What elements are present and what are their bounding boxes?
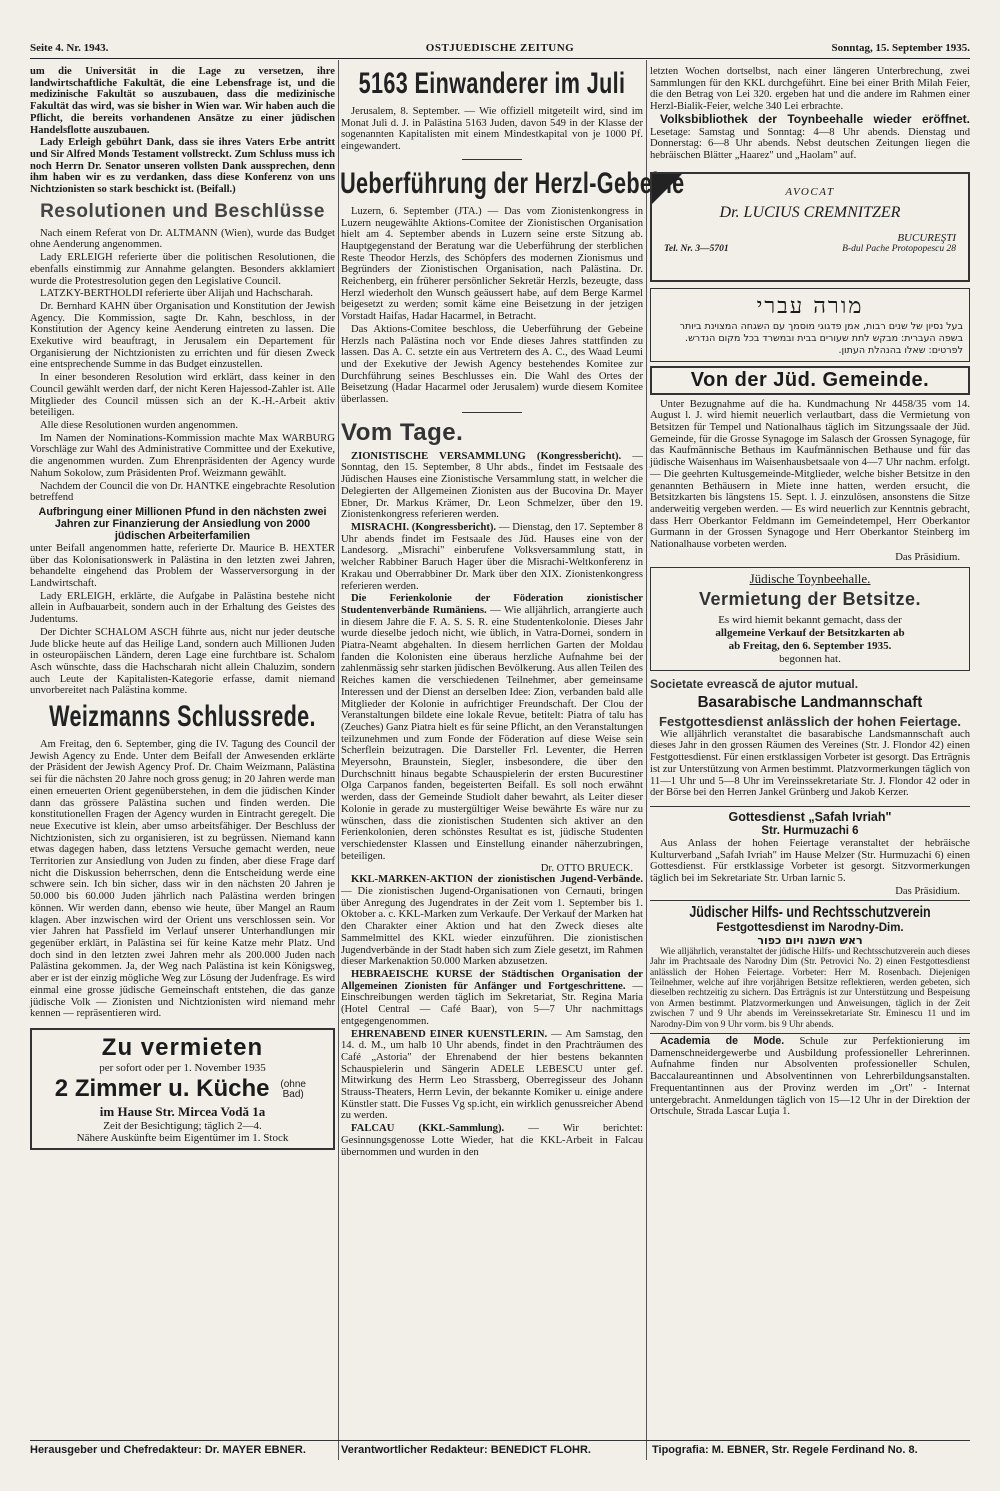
hebrew-teacher-title: מורה עברי	[756, 293, 864, 319]
ad-address: im Hause Str. Mircea Vodă 1a	[99, 1103, 266, 1119]
news-item	[341, 969, 643, 1028]
news-item-title: FALCAU (KKL-Sammlung).	[351, 1123, 505, 1135]
article-paragraph: Der Dichter SCHALOM ASCH führte aus, nicht nur jeder deutsche Jude blicke heute auf das Heilige Land, sondern auch Millionen Juden in osteuropäischen Ländern, deren Lage eine furchtbare ist. Schalom Asch wünschte, dass die Hachscharah nicht allein Chaluzim, sondern auch Leute der Kapitalisten-Kategorie erfasse, damit niemand unvorbereitet nach Palästina komme.	[30, 626, 335, 697]
article-paragraph: Unter Bezugnahme auf die ha. Kundmachung Nr 4458/35 vom 14. August l. J. wird hiemit neuerlich verlautbart, dass die Vermietung von Betsitzen für Tempel und Nationalhaus täglich im Sitzungssaale der Jüd. Gemeinde, für die Grosse Synagoge im Salasch der Grossen Synagoge, für das Kaufmännische Bethaus im Kaufmännischen Bethause und für das jüdische Waisenhaus im Waisenhausbetsaale von 4—7 Uhr nachm. erfolgt. — Die geehrten Kultusgemeinde-Mitglieder, welche bisher Betsitze in den genannten Bethäusern in Miete inne hatten, werden ersucht, die Betsitzkarten bis längstens 15. Sept. l. J. einzulösen, ansonstens die Sitze anderweitig vergeben werden. — Es wird neuerlich zur Kenntnis gebracht, dass Herr Oberkantor Feldmann im Gemeindetempel, Herr Oberkantor Gurmann in der Grossen Synagoge und Herr Oberkantor Steinberg im Nationalhause vorbeten werden.	[650, 398, 970, 551]
footer-rule	[30, 1440, 970, 1441]
gottesdienst-address: Str. Hurmuzachi 6	[761, 824, 859, 837]
article-paragraph: letzten Wochen dortselbst, nach einer längeren Unterbrechung, zwei Sammlungen für den KKL durchgeführt. Eine bei einer Brith Milah Feier, die den Betrag von Lei 320. ergeben hat und die andere im Rahmen einer Herzl-Bialik-Feier, welche 340 Lei erbrachte.	[650, 66, 970, 113]
ad-street: B-dul Pache Protopopescu 28	[842, 243, 956, 254]
ad-city: BUCUREŞTI	[897, 231, 956, 244]
article-paragraph: Jerusalem, 8. September. — Wie offiziell mitgeteilt wird, sind im Monat Juli d. J. in Palästina 5163 Juden, davon 549 in der Klasse der sogenannten Kapitalisten mit einem Mindestkapital von je 1000 Pf. eingewandert.	[341, 106, 643, 153]
column-rule-2	[646, 60, 647, 1460]
signature: Das Präsidium.	[895, 885, 960, 897]
headline-einwanderer: 5163 Einwanderer im Juli	[358, 67, 626, 100]
ad-rooms	[36, 1074, 329, 1104]
news-item-title: Die Ferienkolonie der Föderation zionistischer Studentenverbände Rumäniens.	[341, 593, 643, 616]
news-item	[341, 874, 643, 968]
ad-line: allgemeine Verkauf der Betsitzkarten ab	[715, 626, 905, 639]
ad-availability: per sofort oder per 1. November 1935	[99, 1061, 266, 1074]
article-paragraph: Lady ERLEIGH referierte über die politischen Resolutionen, die ebenfalls einstimmig zur Annahme gelangten. Besonders akklamiert wurde die Protestresolution gegen den Legislative Council.	[30, 252, 335, 287]
news-item	[650, 111, 970, 162]
article-paragraph: Nach einem Referat von Dr. ALTMANN (Wien), wurde das Budget ohne Aenderung angenommen.	[30, 227, 335, 251]
article-paragraph: Lady ERLEIGH, erklärte, die Aufgabe in Palästina bestehe nicht allein in Aufbauarbeit, sondern auch in der Erhaltung des Geistes des Judentums.	[30, 590, 335, 626]
article-paragraph: Dr. Bernhard KAHN über Organisation und Konstitution der Jewish Agency. Die Kommission, sagte Dr. Kahn, beschloss, in der Konstitution der Agency keine Aenderung eintreten zu lassen. Die Exekutive wird beauftragt, in Jerusalem ein Departement für Organisierung der Nichtzionisten zu errichten und für diesen Zweck eine entsprechende Summe in das Budget einzustellen.	[30, 300, 335, 371]
signature: Das Präsidium.	[895, 551, 960, 563]
article-paragraph: Am Freitag, den 6. September, ging die IV. Tagung des Council der Jewish Agency zu Ende. Unter dem Beifall der Anwesenden erklärte der Präsident der Jewish Agency Prof. Dr. Chaim Weizmann, Palästina sei für die nächsten 20 Jahre noch gross genug; in 20 Jahren werde man einen erneuerten Orient gegenüberstehen, in dem die jüdischen Kinder dann das grössere Palästina suchen und finden werden. Die konstitutionellen Fragen der Agency wurden in Eintracht geregelt. Die neue Executive ist klein, aber umso arbeitsfähiger. Der Beschluss der Nichtzionisten, sich zu organisieren, ist zu begrüssen. Niemand kann etwas dagegen haben, dass letztens Versuche gemacht werden, neue Territorien zur Ansiedlung von Juden zu finden, aber diese Frage darf nicht die Diskussion beherrschen, denn die Entscheidung werde eine schwere sein. Ich bin sicher, dass wir in den nächsten 20 Jahren je 50.000 bis 60.000 Juden jährlich nach Palästina werden bringen können. Wir werden dann, ebenso wie heute, über Mangel an Raum klagen. Aber inzwischen wird der Orient uns verschlossen sein. Vor vier Jahren hat Passfield im Verlauf unserer Unterhandlungen mir gegenüber erklärt, in Palästina sei für keine Katze mehr Platz. Und doch sind in den letzten zwei Jahren mehr als 200.000 Juden nach Palästina gekommen. Ja, der Weg nach Palästina ist kein Königsweg, aber er ist der einzig mögliche Weg zur Lösung der Judenfrage. Es wird einmal eine grosse jüdische Gemeinschaft entstehen, die das ganze jüdische Volk — Zionisten und Nichtzionisten wird niemand mehr kennen — repräsentieren wird.	[30, 739, 335, 1020]
ad-contact: Nähere Auskünfte beim Eigentümer im 1. Stock	[76, 1131, 289, 1144]
news-item-text: — Wie alljährlich, arrangierte auch in diesem Jahre die F. A. S. S. R. eine Studentenkolonie. Dieses Jahr wurde dieselbe jedoch nicht, wie üblich, in Vatra-Dornei, sondern in Piatra-Neamt abgehalten. In diesem herrlichen Garten der Moldau fanden die Kolonisten eine überaus herzliche Aufnahme bei der zahlenmässig sehr starken jüdischen Bevölkerung. Aus allen Teilen des Reiches kamen die verschiedenen Teilnehmer, aber gemeinsame Interessen und der Dienst an derselben Idee: Zion, verbanden bald alle Mitglieder der Kolonie in aufrichtiger Freundschaft. Der Clou der Veranstaltungen bildete eine lokale Revue, betitelt: Piatra of talu has (Zeuches) Ganz Piatra hielt es für seine Pflicht, an den Veranstaltungen teilzunehmen und zum Fonde der Föderation auf diese Weise sein Scherflein beizutragen. Die Darsteller Frl. Leventer, die Herren Meyersohn, Braunstein, Siegler, insbesondere, die über den Durchschnitt hinaus begabte Schauspielerin der ersten Bucurestiner Olga Carpanos fanden, begeisterten Beifall. Es soll noch erwähnt werden, dass der Gemeinde Studiolt daher bewahrt, als Leiter dieser Kolonie in gerade zu mustergültiger Weise bewährte Es wäre nur zu wünschen, dass die zionistischen Studenten sich aktiver an den Ferienkolonien, deren schönstes Resultat es ist, jüdische Studenten verschiedenster Klassen und Einstellung einander näherzubringen, beteiligen.	[341, 604, 644, 862]
headline-juedische-gemeinde: Von der Jüd. Gemeinde.	[650, 366, 970, 395]
footer-publisher: Herausgeber und Chefredakteur: Dr. MAYER EBNER.	[30, 1444, 306, 1456]
ad-line: begonnen hat.	[779, 652, 841, 665]
hebrew-teacher-text: בעל נסיון של שנים רבות, אמן פדגוגי מוסמך עם השגחה המצוינת ביותר בשפה העברית: מבקש לתת שעורים בבית ובמשרד בכל מקום הנדרש. לפרטים: שאלו בהנהלת העתון.	[679, 320, 963, 356]
hebrew-teacher-advertisement	[650, 288, 970, 362]
issue-date: Sonntag, 15. September 1935.	[831, 42, 970, 54]
hilfsverein-hebrew-title: ראש השנה ויום כפור	[757, 933, 863, 947]
rent-advertisement	[30, 1028, 335, 1150]
column-1	[30, 66, 335, 1436]
column-3	[650, 66, 970, 1446]
footer-editor: Verantwortlicher Redakteur: BENEDICT FLOHR.	[341, 1444, 591, 1456]
footer-printer: Tipografia: M. EBNER, Str. Regele Ferdinand No. 8.	[652, 1444, 918, 1456]
header-rule	[30, 58, 970, 59]
article-paragraph: um die Universität in die Lage zu versetzen, ihre landwirtschaftliche Fakultät, die eine Lebensfrage ist, und die medizinische Fakultät so auszubauen, dass die medizinische Fakultät das wird, was sie bisher in Wien war. Wir haben auch die Pflicht, die bereits vorhandenen Ansätze zu einer jüdischen Handelsflotte auszubauen.	[30, 66, 335, 136]
page-number: Seite 4. Nr. 1943.	[30, 42, 109, 54]
news-item-text: — Am Samstag, den 14. d. M., um halb 10 Uhr abends, findet in den Prachträumen des Café „Astoria" der Ehrenabend der hier bestens bekannten Schauspielerin und Sängerin ADELE LEBESCU unter gef. Mitwirkung des Herrn Leo Strassberg, Oberregisseur des Johann Strauss-Theaters, Herrn Levin, der bekannte Komiker u. einige andere Künstler statt. Die Fusses Vg sp.icht, ein wirklich genussreicher Abend zu werden.	[341, 1028, 643, 1122]
ad-phone: Tel. Nr. 3—5701	[664, 243, 729, 254]
toynbeehalle-title: Jüdische Toynbeehalle.	[749, 570, 871, 586]
headline-vom-tage: Vom Tage.	[341, 418, 464, 446]
news-item-title: EHRENABEND EINER KUENSTLERIN.	[351, 1028, 548, 1040]
society-name: Societate evreascǎ de ajutor mutual.	[650, 676, 859, 691]
corner-ornament	[652, 174, 682, 204]
news-item-text: — Einschreibungen werden täglich im Sekretariat, Str. Regina Maria (Hotel Central — Café Baar), von 5—7 Uhr nachmittags entgegengenommen.	[341, 980, 644, 1027]
article-paragraph: Alle diese Resolutionen wurden angenommen.	[40, 419, 238, 431]
ad-line: ab Freitag, den 6. September 1935.	[728, 639, 892, 652]
headline-herzl-gebeine: Ueberführung der Herzl-Gebeine	[340, 166, 685, 200]
ad-contact-line	[664, 244, 956, 254]
article-paragraph: Aus Anlass der hohen Feiertage veranstaltet der hebräische Kulturverband „Safah Ivriah" im Hause Melzer (Str. Hurmuzachi 6) einen Gottesdienst. Für erstklassige Vorbeter ist gesorgt. Sitzvormerkungen täglich bei im Sekretariate Str. Urban Iarnic 5.	[650, 837, 970, 885]
article-paragraph: unter Beifall angenommen hatte, referierte Dr. Maurice B. HEXTER über das Kolonisationswerk in Palästina in den letzten zwei Jahren, behandelte eingehend das Problem der Wasserversorgung in der Landwirtschaft.	[30, 542, 335, 590]
lawyer-advertisement	[650, 172, 970, 282]
hilfsverein-subtitle: Festgottesdienst im Narodny-Dim.	[716, 921, 904, 934]
news-item	[341, 1029, 643, 1123]
article-paragraph: Wie alljährlich veranstaltet die basarabische Landsmannschaft auch dieses Jahr in den grossen Räumen des Vereines (Str. J. Flondor 42) einen Festgottesdienst. Für einen erstklassigen Vorbeter ist gesorgt. Das Erträgnis ist zur Unterstützung von Armen bestimmt. Platzvormerkungen täglich von 11—1 Uhr und 5—8 Uhr im Vereinssekretariate Str. J. Flondor 42 oder in der Börse bei den Herren Jankel Grünberg und Jakob Kerzer.	[650, 728, 970, 799]
article-paragraph: Luzern, 6. September (JTA.) — Das vom Zionistenkongress in Luzern neugewählte Aktions-Comitee der Zionistischen Organisation hielt am 4. September abends in Luzern seine erste Sitzung ab. Hauptgegenstand der Beratung war die Ueberführung der sterblichen Reste Theodor Herzls, des Schöpfers des modernen Zionismus und Begründers der Zionistischen Organisation, nach Palästina. Dr. Reichenberg, ein früherer persönlicher Sekretär Herzls, bezeugte, dass Herzl wiederholt den Wunsch geäussert habe, auf dem Berge Karmel beigesetzt zu werden; somit käme eine Beisetzung in der jetzigen Vorstadt Haifas, Hadar Hacarmel, in Betracht.	[341, 205, 643, 323]
basarabische-advertisement	[650, 675, 970, 802]
column-2	[340, 66, 685, 1436]
news-item-text: — Wir berichtet: Gesinnungsgenosse Lotte Wieder, hat die KKL-Arbeit in Falcau übernommen und wurden in den	[341, 1123, 644, 1158]
ad-rooms-note: (ohne Bad)	[280, 1078, 306, 1100]
news-item-title: MISRACHI. (Kongressbericht).	[351, 521, 497, 533]
news-item	[341, 593, 643, 862]
ad-viewing-time: Zeit der Besichtigung; täglich 2—4.	[103, 1119, 262, 1132]
signature: Dr. OTTO BRUECK.	[540, 863, 633, 875]
news-item-text: — Die zionistischen Jugend-Organisationen von Cernauti, bringen über Anregung des Jugendrates in der Zeit vom 1. September bis 1. Oktober a. c. KKL-Marken zum Verkaufe. Der Verkauf der Marken hat den Charakter einer Aktion und hat den Zweck dieses alte Sammelmittel des KKL wieder einzuführen. Die zionistischen Jugendverbände in der Stadt haben sich zum Ziele gesetzt, im Rahmen dieser Markenaktion 50.000 Marken abzusetzen.	[341, 886, 643, 968]
separator	[462, 412, 522, 413]
divider	[650, 806, 970, 807]
article-paragraph: Wie alljährlich, veranstaltet der jüdische Hilfs- und Rechtsschutzverein auch dieses Jahr im Prachtsaale des Narodny Dim (Str. Petrovici No. 2) einen Festgottesdienst anlässlich der Hohen Feiertage. Vorbeter: Herr M. Rosenbach. Diejenigen Teilnehmer, welche auf ihre vorjährigen Betsitze reflektieren, werden gebeten, sich dieselben rechtzeitig zu sichern. Das Erträgnis ist zur Unterstützung und Bespeisung von Armen bestimmt. Platzvormerkungen und Anweisungen, täglich in der Zeit zwischen 7 und 9 Uhr abends im Vereinssekretariate Str. Eminescu 11 und im Narodny-Dim von 9 Uhr vorm. bis 9 Uhr abends.	[650, 946, 970, 1030]
news-item-text: Lesetage: Samstag und Sonntag: 4—8 Uhr abends. Dienstag und Donnerstag: 6—8 Uhr abends. Nebst deutschen Zeitungen liegen die hebräischen Blätter „Haarez" und „Haolam" auf.	[650, 126, 970, 161]
page-header	[30, 42, 970, 58]
ad-title: Zu vermieten	[101, 1033, 264, 1061]
news-item-text: Schule zur Perfektionierung im Damenschneidergewerbe und Ausbildung professioneller Lehrerinnen. Aufnahme finden nur Absolventen professioneller Schulen, Baccalaureantinnen und Absolventinnen von Lehrerbildungsanstalten. Frequentantinnen aus der Provinz werden im „Ort" - Internat untergebracht. Anmeldungen täglich von 15—12 Uhr in der Direktion der Ortschule, Strada Lascar Luţia 1.	[650, 1036, 970, 1118]
article-paragraph: Lady Erleigh gebührt Dank, dass sie ihres Vaters Erbe antritt und Sir Alfred Monds Testament vollstreckt. Zum Schluss muss ich noch Herrn Dr. Senator unseren vollsten Dank aussprechen, denn ihm haben wir es zu verdanken, dass diese Konferenz von uns Nichtzionisten so stark beschickt ist. (Beifall.)	[30, 137, 335, 196]
news-item	[341, 1123, 643, 1158]
article-paragraph: In einer besonderen Resolution wird erklärt, dass keiner in den Council gewählt werden darf, der nicht Keren Hajessod-Zahler ist. Alle Mitglieder des Council müssen sich an der K.-H.-Arbeit aktiv beteiligen.	[30, 372, 335, 419]
news-item	[650, 1036, 970, 1118]
vermietung-headline: Vermietung der Betsitze.	[698, 588, 922, 609]
news-item	[341, 451, 643, 521]
news-item-text: — Sonntag, den 15. September, 8 Uhr abds., findet im Festsaale des Jüdischen Hauses eine Zionistische Versammlung statt, in welcher die Delegierten der Allgemeinen Zionisten aus der Bucovina Dr. Mayer Ebner, Dr. Markus Krämer, Dr. Leon Schmelzer, über den 19. Zionistenkongress referieren werden.	[341, 450, 643, 521]
article-paragraph: Im Namen der Nominations-Kommission machte Max WARBURG Vorschläge zur Wahl des Administrative Committee und der Exekutive, die angenommen wurden. Zum Ehrenpräsidenten der Agency wurde Nahum Sokolow, zum Präsidenten Prof. Weizmann gewählt.	[30, 432, 335, 479]
festgottesdienst-title: Festgottesdienst anlässlich der hohen Feiertage.	[659, 713, 961, 729]
news-item-title: HEBRAEISCHE KURSE der Städtischen Organisation der Allgemeinen Zionisten für Anfänger und Fortgeschrittene.	[341, 969, 643, 992]
ad-lawyer-name: Dr. LUCIUS CREMNITZER	[719, 203, 901, 221]
article-paragraph: Nachdem der Council die von Dr. HANTKE eingebrachte Resolution betreffend	[30, 480, 335, 504]
headline-weizmanns-schlussrede: Weizmanns Schlussrede.	[49, 700, 316, 734]
headline-resolutionen: Resolutionen und Beschlüsse	[40, 200, 325, 222]
gottesdienst-title: Gottesdienst „Safah Ivriah"	[728, 809, 892, 824]
basarabische-title: Basarabische Landmannschaft	[697, 693, 923, 711]
ad-line: Es wird hiemit bekannt gemacht, dass der	[718, 613, 902, 626]
separator	[462, 159, 522, 160]
newspaper-title: OSTJUEDISCHE ZEITUNG	[425, 42, 575, 54]
subheadline-million-pfund: Aufbringung einer Millionen Pfund in den nächsten zwei Jahren zur Finanzierung der Ansiedlung von 2000 jüdischen Arbeiterfamilien	[38, 505, 327, 542]
hilfsverein-title: Jüdischer Hilfs- und Rechtsschutzverein	[689, 903, 931, 921]
news-item-title: KKL-MARKEN-AKTION der zionistischen Jugend-Verbände.	[351, 874, 643, 886]
news-item-title: ZIONISTISCHE VERSAMMLUNG (Kongressbericht).	[351, 450, 622, 462]
ad-rooms-text: 2 Zimmer u. Küche	[54, 1074, 270, 1102]
column-rule-1	[338, 60, 339, 1460]
news-item-text: — Dienstag, den 17. September 8 Uhr abends findet im Festsaale des Jüd. Hauses eine von der Landesorg. „Misrachi" einberufene Volksversammlung statt, in welcher Rabbiner Baruch Hager über die Misrachi-Weltkonferenz in Krakau und Oberrabbiner Dr. Mark über den XIX. Zionistenkongress referieren werden.	[341, 521, 644, 592]
news-item	[341, 522, 643, 592]
article-paragraph: LATZKY-BERTHOLDI referierte über Alijah und Hachscharah.	[40, 288, 313, 300]
news-item-title: Volksbibliothek der Toynbeehalle wieder eröffnet.	[660, 111, 970, 126]
ad-profession: AVOCAT	[785, 185, 835, 198]
article-paragraph: Das Aktions-Comitee beschloss, die Ueberführung der Gebeine Herzls nach Palästina noch vor Ende dieses Jahres stattfinden zu lassen. Das A. C. setzte ein aus Vertretern des A. C., des Waad Leumi und der Exekutive der Jewish Agency bestehendes Komitee zur Durchführung seines Beschlusses ein. Die Wahl des Ortes der Beisetzung (Hadar Hacarmel oder Jerusalem) wurde diesem Komitee überlassen.	[341, 323, 643, 406]
academia-advertisement	[650, 1033, 970, 1118]
toynbeehalle-advertisement	[650, 567, 970, 671]
news-item-title: Academia de Mode.	[660, 1035, 785, 1048]
hilfsverein-advertisement	[650, 900, 970, 1030]
